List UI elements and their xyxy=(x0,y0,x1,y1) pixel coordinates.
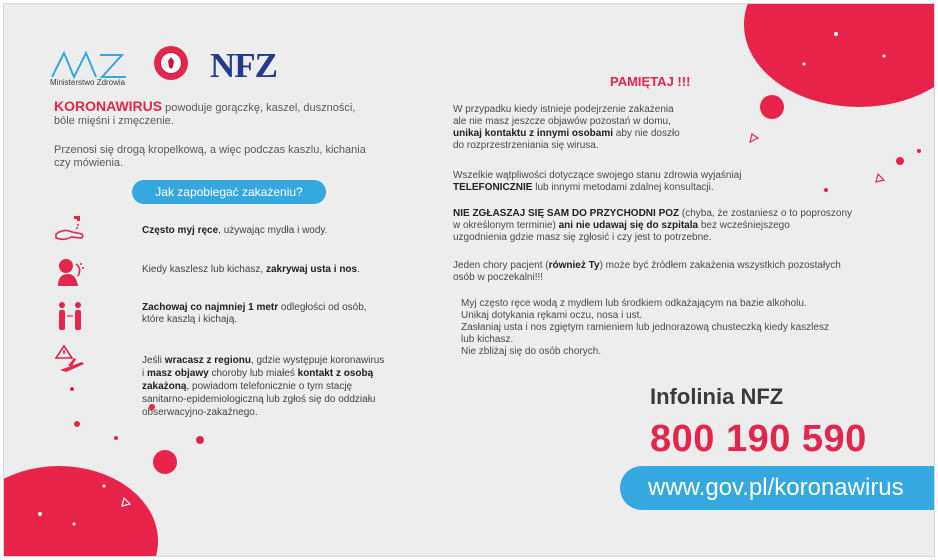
hygiene-list xyxy=(461,298,829,358)
handwash-icon xyxy=(54,214,86,246)
ministry-name: Ministerstwo Zdrowia xyxy=(50,78,126,87)
tip-cough: Kiedy kaszlesz lub kichasz, zakrywaj usta i nos. xyxy=(142,264,360,275)
list-item: Unikaj dotykania rękami oczu, nosa i ust. xyxy=(461,310,643,321)
tip-distance: Zachowaj co najmniej 1 metr odległości od osób, które kaszlą i kichają. xyxy=(142,302,367,325)
travel-warning-icon xyxy=(54,344,86,376)
leaflet xyxy=(3,3,935,557)
website-link[interactable]: www.gov.pl/koronawirus xyxy=(648,474,904,501)
infoline-phone[interactable]: 800 190 590 xyxy=(650,418,867,460)
list-item: Nie zbliżaj się do osób chorych. xyxy=(461,346,602,357)
infoline-title: Infolinia NFZ xyxy=(650,384,784,409)
coronavirus-symptoms: KORONAWIRUS powoduje gorączkę, kaszel, duszności, bóle mięśni i zmęczenie. xyxy=(54,98,356,127)
sanitary-inspection-seal-icon xyxy=(154,46,188,80)
list-item: Myj często ręce wodą z mydłem lub środkiem odkażającym na bazie alkoholu. xyxy=(461,298,807,309)
paragraph-phone-consult: Wszelkie wątpliwości dotyczące swojego stanu zdrowia wyjaśniaj TELEFONICZNIE lub innymi metodami zdalnej konsultacji. xyxy=(453,170,742,193)
tip-travel: Jeśli wracasz z regionu, gdzie występuje koronawirus i masz objawy choroby lub miałeś kontakt z osobą zakażoną, powiadom telefonicznie o tym stację sanitarno-epidemiologiczną lub zgłoś się do oddziału obserwacyjno-zakaźnego. xyxy=(142,355,385,418)
tip-handwash: Często myj ręce, używając mydła i wody. xyxy=(142,225,328,236)
nfz-logo: NFZ xyxy=(210,46,277,85)
prevention-button[interactable]: Jak zapobiegać zakażeniu? xyxy=(132,180,326,204)
list-item: lub kichasz. xyxy=(461,334,514,345)
paragraph-waiting-room: Jeden chory pacjent (również Ty) może być źródłem zakażenia wszystkich pozostałych osób w poczekalni!!! xyxy=(453,260,841,283)
remember-heading: PAMIĘTAJ !!! xyxy=(610,74,691,89)
transmission-info: Przenosi się drogą kropelkową, a więc podczas kaszlu, kichania czy mówienia. xyxy=(54,144,366,169)
cough-icon xyxy=(54,256,86,288)
list-item: Zasłaniaj usta i nos zgiętym ramieniem lub jednorazową chusteczką kiedy kaszlesz xyxy=(461,322,829,333)
distance-icon xyxy=(54,300,86,332)
paragraph-no-clinic: NIE ZGŁASZAJ SIĘ SAM DO PRZYCHODNI POZ (chyba, że zostaniesz o to poproszony w określonym terminie) ani nie udawaj się do szpitala bez wcześniejszego uzgodnienia gdzie masz się zgłosić i czy jest to potrzebne. xyxy=(453,208,853,243)
coronavirus-heading: KORONAWIRUS xyxy=(54,98,163,114)
paragraph-stay-home: W przypadku kiedy istnieje podejrzenie zakażenia ale nie masz jeszcze objawów pozostań w domu, unikaj kontaktu z innymi osobami aby nie doszło do rozprzestrzeniania się wirusa. xyxy=(453,104,680,151)
